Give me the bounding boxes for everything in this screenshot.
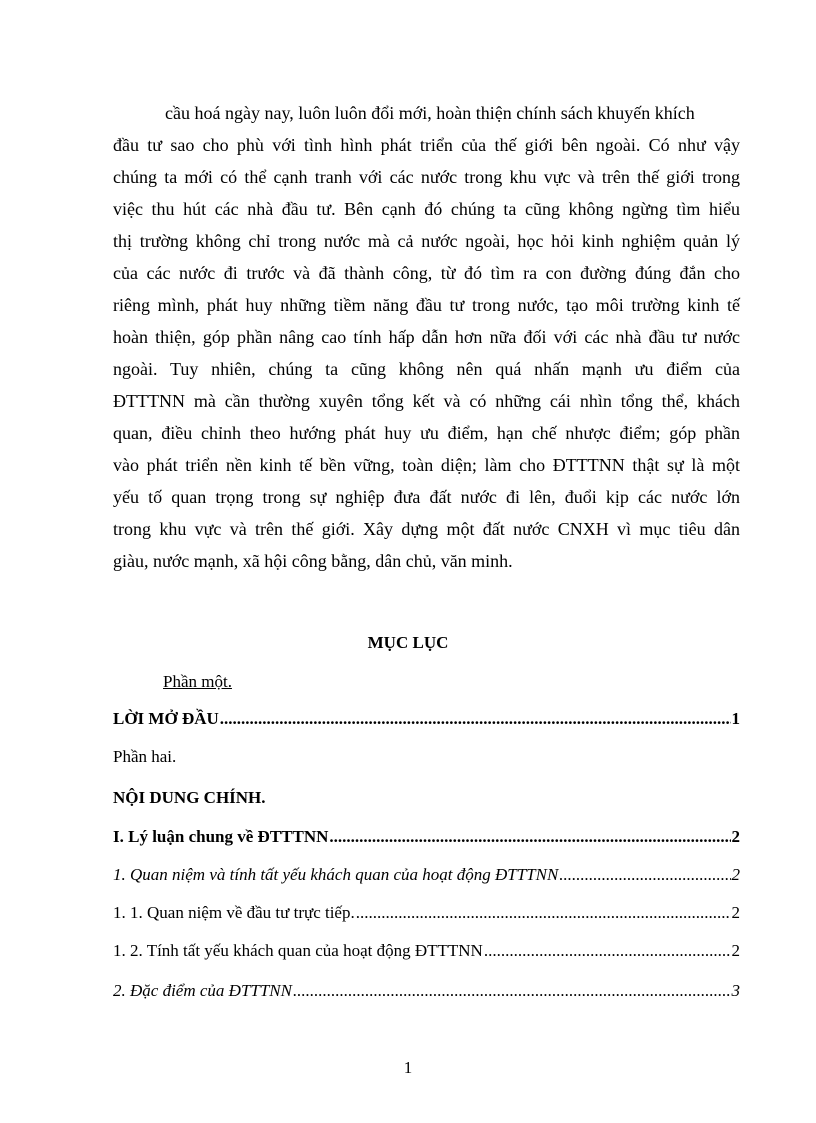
toc-entry[interactable] bbox=[113, 864, 740, 886]
paragraph-line: của các nước đi trước và đã thành công, từ đó tìm ra con đường đúng đắn cho bbox=[113, 263, 740, 283]
toc-leader-dots bbox=[220, 708, 731, 730]
toc-entry-intro[interactable] bbox=[113, 708, 740, 730]
paragraph-line: chúng ta mới có thể cạnh tranh với các nước trong khu vực và trên thế giới trong bbox=[113, 167, 740, 187]
paragraph-line: việc thu hút các nhà đầu tư. Bên cạnh đó chúng ta cũng không ngừng tìm hiểu bbox=[113, 199, 740, 219]
paragraph-line: yếu tố quan trọng trong sự nghiệp đưa đất nước đi lên, đuổi kịp các nước lớn bbox=[113, 487, 740, 507]
toc-entry-label: 1. 2. Tính tất yếu khách quan của hoạt động ĐTTTNN bbox=[113, 941, 483, 960]
toc-entry-page: 1 bbox=[731, 709, 740, 728]
paragraph-line: riêng mình, phát huy những tiềm năng đầu tư trong nước, tạo môi trường kinh tế bbox=[113, 295, 740, 315]
paragraph-line: thị trường không chỉ trong nước mà cả nước ngoài, học hỏi kinh nghiệm quản lý bbox=[113, 231, 740, 251]
toc-leader-dots bbox=[559, 864, 730, 886]
paragraph-line: vào phát triển nền kinh tế bền vững, toàn diện; làm cho ĐTTTNN thật sự là một bbox=[113, 455, 740, 475]
paragraph-line: quan, điều chỉnh theo hướng phát huy ưu điểm, hạn chế nhược điểm; góp phần bbox=[113, 423, 740, 443]
toc-entry-label: I. Lý luận chung về ĐTTTNN bbox=[113, 827, 329, 846]
toc-entry-label: 1. Quan niệm và tính tất yếu khách quan của hoạt động ĐTTTNN bbox=[113, 865, 559, 884]
toc-entry-page: 2 bbox=[731, 903, 740, 922]
toc-title: MỤC LỤC bbox=[367, 633, 449, 652]
toc-entry[interactable] bbox=[113, 980, 740, 1002]
paragraph-line: giàu, nước mạnh, xã hội công bằng, dân chủ, văn minh. bbox=[113, 551, 513, 571]
toc-entry-page: 2 bbox=[731, 941, 740, 960]
toc-leader-dots bbox=[484, 940, 731, 962]
toc-leader-dots bbox=[356, 902, 731, 924]
toc-leader-dots bbox=[293, 980, 731, 1002]
part-two-heading: Phần hai. bbox=[113, 747, 177, 766]
toc-entry-label: LỜI MỞ ĐẦU bbox=[113, 709, 219, 728]
page-number: 1 bbox=[403, 1058, 413, 1077]
paragraph-line: ĐTTTNN mà cần thường xuyên tổng kết và có những cái nhìn tổng thể, khách bbox=[113, 391, 740, 411]
toc-entry-page: 2 bbox=[731, 827, 740, 846]
toc-entry-label: 1. 1. Quan niệm về đầu tư trực tiếp. bbox=[113, 903, 355, 922]
toc-entry-page: 2 bbox=[731, 865, 740, 884]
toc-entry[interactable] bbox=[113, 826, 740, 848]
toc-entry-page: 3 bbox=[731, 981, 740, 1000]
main-content-heading: NỘI DUNG CHÍNH. bbox=[113, 788, 266, 807]
paragraph-line: đầu tư sao cho phù với tình hình phát triển của thế giới bên ngoài. Có như vậy bbox=[113, 135, 740, 155]
paragraph-line: ngoài. Tuy nhiên, chúng ta cũng không nên quá nhấn mạnh ưu điểm của bbox=[113, 359, 740, 379]
toc-entry-label: 2. Đặc điểm của ĐTTTNN bbox=[113, 981, 292, 1000]
toc-entry[interactable] bbox=[113, 902, 740, 924]
toc-leader-dots bbox=[329, 826, 730, 848]
toc-entry[interactable] bbox=[113, 940, 740, 962]
paragraph-line: cầu hoá ngày nay, luôn luôn đổi mới, hoàn thiện chính sách khuyến khích bbox=[165, 103, 695, 123]
part-one-heading: Phần một. bbox=[163, 672, 232, 691]
paragraph-line: trong khu vực và trên thế giới. Xây dựng một đất nước CNXH vì mục tiêu dân bbox=[113, 519, 740, 539]
paragraph-line: hoàn thiện, góp phần nâng cao tính hấp dẫn hơn nữa đối với các nhà đầu tư nước bbox=[113, 327, 740, 347]
